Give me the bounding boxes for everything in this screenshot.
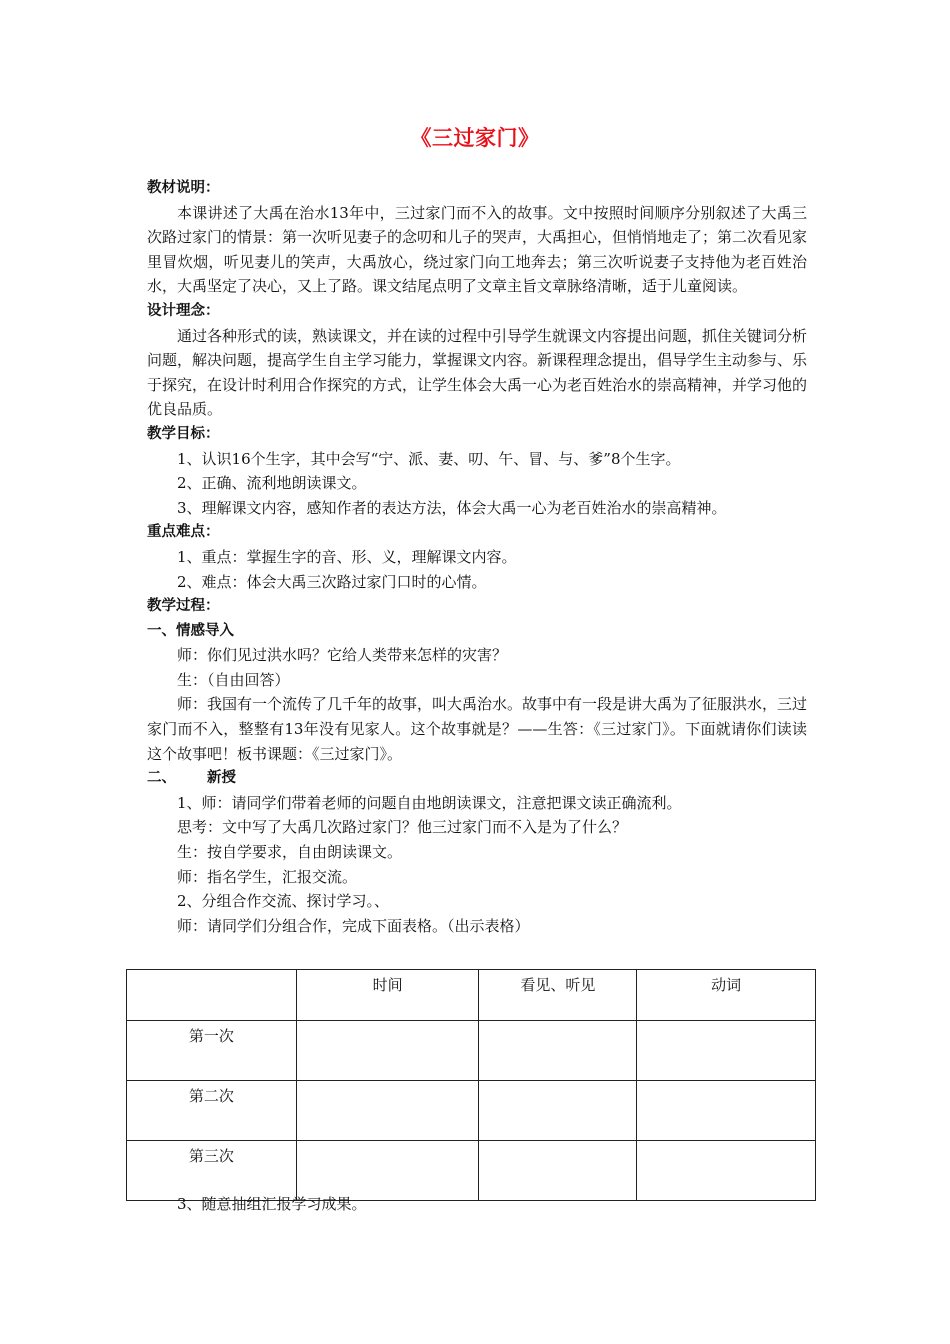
keypoint-item: 1、重点：掌握生字的音、形、义，理解课文内容。 [177,547,517,566]
table-header-cell: 看见、听见 [479,970,637,1021]
section-heading-keypoints: 重点难点： [147,524,220,541]
table-header-row [127,970,816,1021]
process-part2-title: 新授 [207,770,236,787]
process-line: 思考：文中写了大禹几次路过家门？他三过家门而不入是为了什么？ [177,818,628,837]
goal-item: 3、理解课文内容，感知作者的表达方法，体会大禹一心为老百姓治水的崇高精神。 [177,498,727,517]
table-cell [296,1021,479,1081]
page-title: 《三过家门》 [410,126,540,150]
process-line: 师：请同学们分组合作，完成下面表格。（出示表格） [177,916,530,935]
keypoint-item: 2、难点：体会大禹三次路过家门口时的心情。 [177,572,487,591]
document-body [147,176,807,938]
section-heading-concept: 设计理念： [147,302,220,319]
section-heading-process: 教学过程： [147,598,220,615]
dialogue-paragraph: 师：我国有一个流传了几千年的故事，叫大禹治水。故事中有一段是讲大禹为了征服洪水，三过家门而不入，整整有13年没有见家人。这个故事就是？——生答：《三过家门》。下面就请你们读读这个故事吧！板书课题：《三过家门》。 [147,695,808,763]
table-row [127,1141,816,1201]
row-label: 第二次 [127,1081,297,1141]
process-line: 师：指名学生，汇报交流。 [177,867,358,886]
process-line: 1、师：请同学们带着老师的问题自由地朗读课文，注意把课文读正确流利。 [177,793,682,812]
process-part2-number: 二、 [147,770,176,787]
dialogue-line: 师：你们见过洪水吗？它给人类带来怎样的灾害？ [177,646,508,665]
worksheet-table [126,969,816,1201]
table-row [127,1021,816,1081]
table-cell [296,1081,479,1141]
goal-item: 1、认识16个生字，其中会写“宁、派、妻、叨、午、冒、与、爹”8个生字。 [177,449,681,468]
process-line: 生：按自学要求，自由朗读课文。 [177,843,403,862]
dialogue-line: 生：（自由回答） [177,670,290,689]
table-cell [637,1021,816,1081]
table-cell [479,1021,637,1081]
process-part1-heading: 一、情感导入 [147,622,234,639]
table-header-cell: 动词 [637,970,816,1021]
row-label: 第一次 [127,1021,297,1081]
section-heading-goals: 教学目标： [147,425,220,442]
section-heading-material: 教材说明： [147,180,220,196]
table-cell [296,1141,479,1201]
concept-paragraph: 通过各种形式的读，熟读课文，并在读的过程中引导学生就课文内容提出问题，抓住关键词分析问题，解决问题，提高学生自主学习能力，掌握课文内容。新课程理念提出，倡导学生主动参与、乐于探究，在设计时利用合作探究的方式，让学生体会大禹一心为老百姓治水的崇高精神，并学习他的优良品质。 [147,326,808,419]
process-line: 2、分组合作交流、探讨学习。、 [177,892,390,911]
table-cell [637,1141,816,1201]
after-table-line: 3、随意抽组汇报学习成果。 [177,1195,367,1213]
table-cell [479,1141,637,1201]
goal-item: 2、正确、流利地朗读课文。 [177,474,367,493]
table-header-cell [127,970,297,1021]
row-label: 第三次 [127,1141,297,1201]
material-paragraph: 本课讲述了大禹在治水13年中，三过家门而不入的故事。文中按照时间顺序分别叙述了大禹三次路过家门的情景：第一次听见妻子的念叨和儿子的哭声，大禹担心，但悄悄地走了；第二次看见家里冒炊烟，听见妻儿的笑声，大禹放心，绕过家门向工地奔去；第三次听说妻子支持他为老百姓治水，大禹坚定了决心，又上了路。课文结尾点明了文章主旨文章脉络清晰，适于儿童阅读。 [147,203,808,296]
table-row [127,1081,816,1141]
table-cell [637,1081,816,1141]
process-part2-heading [147,766,807,791]
table-header-cell: 时间 [296,970,479,1021]
table-cell [479,1081,637,1141]
